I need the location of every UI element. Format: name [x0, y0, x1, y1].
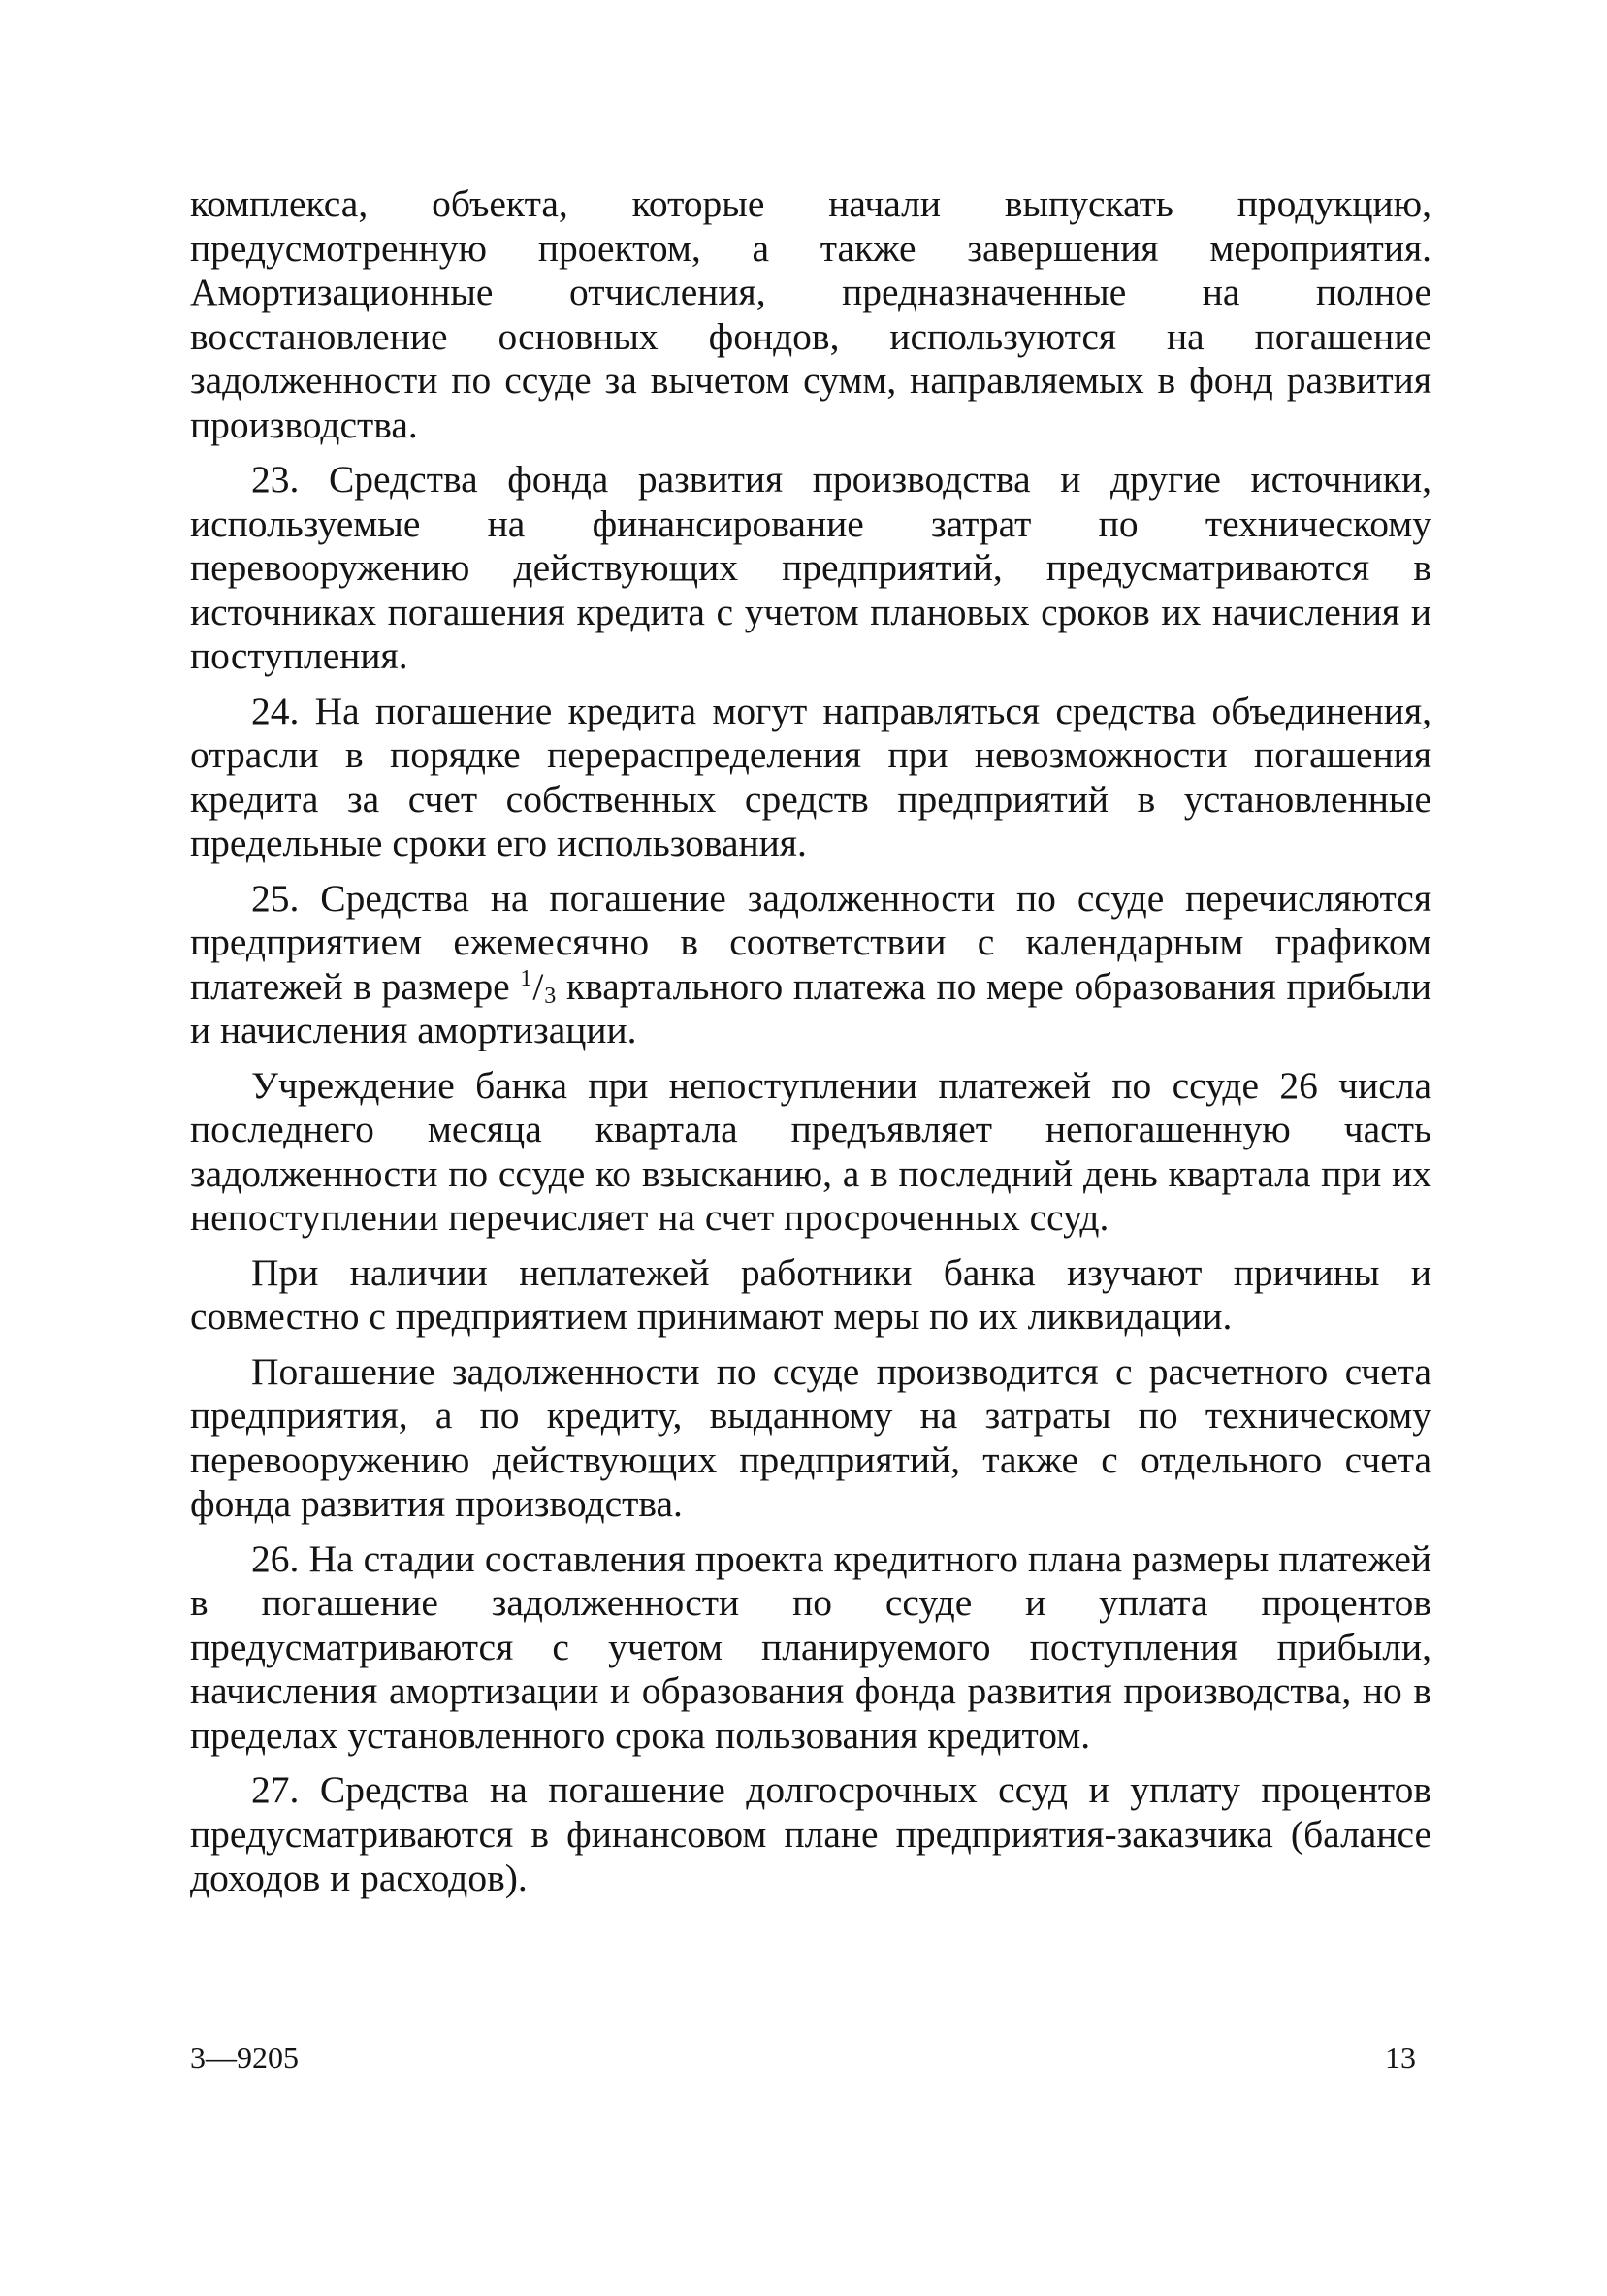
paragraph-25-text-before: 25. Средства на погашение задолженности по ссуде перечисляются предприятием ежемесячно в соответствии с календарным графиком платежей в размере: [190, 876, 1431, 1008]
printer-signature: 3—9205: [190, 2040, 299, 2075]
paragraph-continuation: комплекса, объекта, которые начали выпускать продукцию, предусмотренную проектом, а также завершения мероприятия. Амортизационные отчисления, предназначенные на полное восстановление основных фондов, используются на погашение задолженности по ссуде за вычетом сумм, направляемых в фонд развития производства.: [190, 182, 1431, 446]
page-number: 13: [1385, 2040, 1416, 2075]
paragraph-25-text-after: квартального платежа по мере образования прибыли и начисления амортизации.: [190, 964, 1431, 1051]
paragraph-repayment-source: Погашение задолженности по ссуде производится с расчетного счета предприятия, а по кредиту, выданному на затраты по техническому перевооружению действующих предприятий, также с отдельного счета фонда развития производства.: [190, 1349, 1431, 1525]
paragraph-25: [190, 877, 1431, 1053]
document-body: [190, 182, 1431, 1901]
paragraph-26: 26. На стадии составления проекта кредитного плана размеры платежей в погашение задолженности по ссуде и уплата процентов предусматриваются с учетом планируемого поступления прибыли, начисления амортизации и образования фонда развития производства, но в пределах установленного срока пользования кредитом.: [190, 1536, 1431, 1757]
page-footer: [190, 2040, 1431, 2079]
paragraph-23: 23. Средства фонда развития производства и другие источники, используемые на финансирование затрат по техническому перевооружению действующих предприятий, предусматриваются в источниках погашения кредита с учетом плановых сроков их начисления и поступления.: [190, 458, 1431, 677]
paragraph-bank-nonpayment: Учреждение банка при непоступлении платежей по ссуде 26 числа последнего месяца квартала предъявляет непогашенную часть задолженности по ссуде ко взысканию, а в последний день квартала при их непоступлении перечисляет на счет просроченных ссуд.: [190, 1063, 1431, 1239]
paragraph-27: 27. Средства на погашение долгосрочных ссуд и уплату процентов предусматриваются в финансовом плане предприятия-заказчика (балансе доходов и расходов).: [190, 1768, 1431, 1899]
fraction-denominator: 3: [544, 983, 557, 1009]
paragraph-arrears-measures: При наличии неплатежей работники банка изучают причины и совместно с предприятием принимают меры по их ликвидации.: [190, 1250, 1431, 1338]
fraction-numerator: 1: [520, 965, 532, 991]
fraction-slash: /: [532, 964, 544, 1008]
paragraph-24: 24. На погашение кредита могут направляться средства объединения, отрасли в порядке перераспределения при невозможности погашения кредита за счет собственных средств предприятий в установленные предельные сроки его использования.: [190, 689, 1431, 864]
